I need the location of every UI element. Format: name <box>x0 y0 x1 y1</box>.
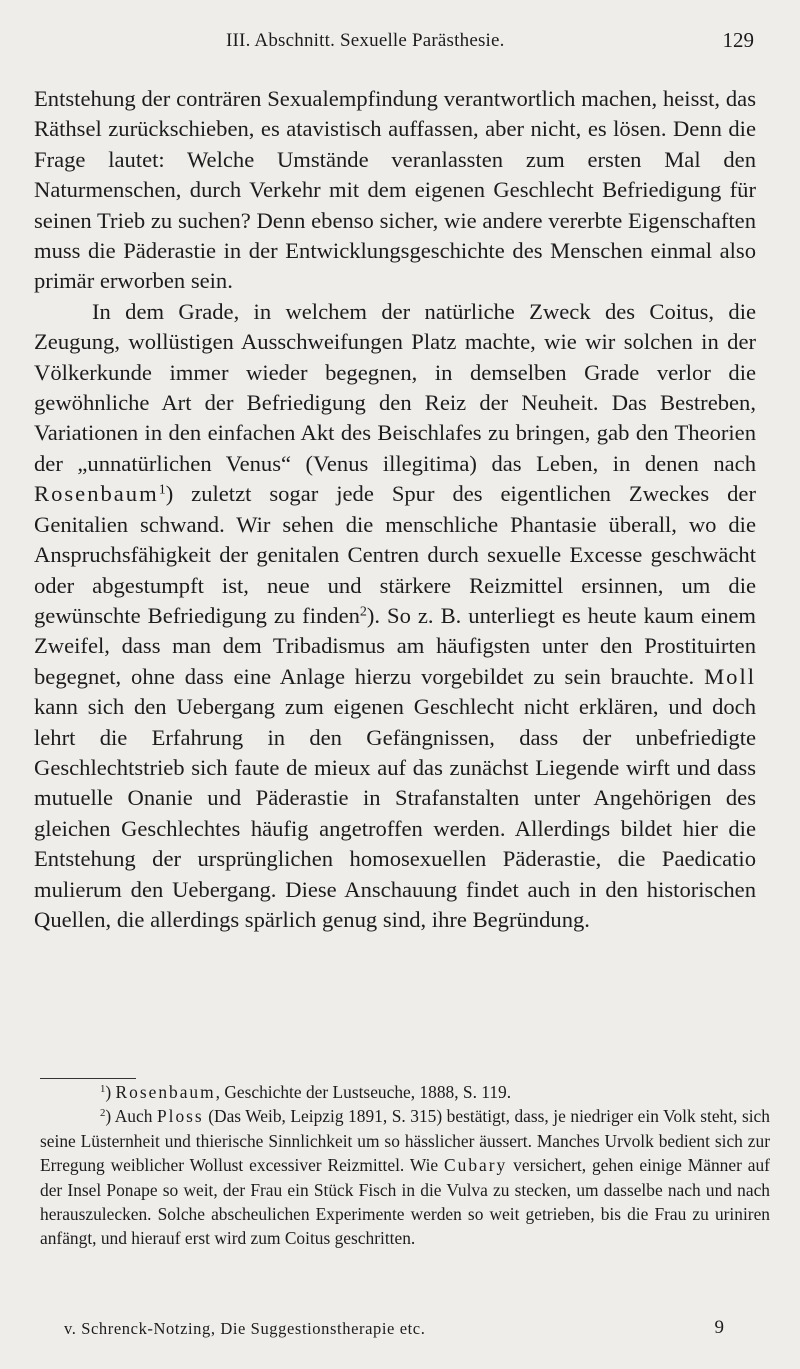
paragraph-2-part-c: ). So z. B. unterliegt es heute kaum einem Zweifel, dass man dem Tribadismus am häufigsten unter den Prostituirten begegnet, ohne dass eine Anlage hierzu vorgebildet zu sein brauchte. <box>34 602 756 689</box>
printer-signature: v. Schrenck-Notzing, Die Suggestionstherapie etc. <box>64 1319 426 1338</box>
footnote-2-text-a: ) Auch <box>105 1106 153 1127</box>
paragraph-2-part-b: ) zuletzt sogar jede Spur des eigentlichen Zweckes der Genitalien schwand. Wir sehen die menschliche Phantasie überall, wo die Anspruchsfähigkeit der genitalen Centren durch sexuelle Excesse geschwächt oder abgestumpft ist, neue und stärkere Reizmittel ersinnen, um die gewünschte Befriedigung zu finden <box>34 481 756 628</box>
footnote-1: $^1$) Rosenbaum, Geschichte der Lustseuche, 1888, S. 119. <box>100 1082 512 1102</box>
paragraph-2-part-a: In dem Grade, in welchem der natürliche Zweck des Coitus, die Zeugung, wollüstigen Ausschweifungen Platz machte, wie wir solchen in der Völkerkunde immer wieder begegnen, in demselben Grade verlor die gewöhnliche Art der Befriedigung den Reiz der Neuheit. Das Bestreben, Variationen in den einfachen Akt des Beischlafes zu bringen, gab den Theorien der „unnatürlichen Venus“ (Venus illegitima) das Leben, in denen nach <box>34 298 756 476</box>
paragraph-2 <box>34 297 756 936</box>
author-name-rosenbaum: Rosenbaum <box>34 481 159 507</box>
sheet-number: 9 <box>714 1317 724 1338</box>
paragraph-1: Entstehung der conträren Sexualempfindung verantwortlich machen, heisst, das Räthsel zurückschieben, es atavistisch auffassen, aber nicht, es lösen. Denn die Frage lautet: Welche Umstände veranlassten zum ersten Mal den Naturmenschen, durch Verkehr mit dem eigenen Geschlecht Befriedigung für seinen Trieb zu suchen? Denn ebenso sicher, wie andere vererbte Eigenschaften muss die Päderastie in der Entwicklungsgeschichte des Menschen einmal also primär erworben sein. <box>34 86 756 294</box>
footnote-2-author-cubary: Cubary <box>444 1155 508 1176</box>
page-number: 129 <box>722 28 754 52</box>
running-title: III. Abschnitt. Sexuelle Parästhesie. <box>226 30 505 51</box>
footnote-2-mark: 2 <box>100 1107 106 1120</box>
footnote-2-text-c: versichert, gehen einige Männer auf der Insel Ponape so weit, der Frau ein Stück Fisch in die Vulva zu stecken, um dasselbe nach und nach herauszulecken. Solche abscheulichen Experimente werden so weit getrieben, bis die Frau zu uriniren anfängt, und hierauf erst wird zum Coitus geschritten. <box>40 1155 770 1249</box>
footnote-2 <box>40 1104 770 1250</box>
footnote-2-author-ploss: Ploss <box>156 1106 204 1127</box>
author-name-moll: Moll <box>704 663 757 689</box>
running-header <box>0 30 800 60</box>
footnote-1-author: Rosenbaum <box>115 1082 216 1102</box>
footnote-1-text: , Geschichte der Lustseuche, 1888, S. 119. <box>215 1082 512 1102</box>
footnote-2-text-b: (Das Weib, Leipzig 1891, S. 315) bestätigt, dass, je niedriger ein Volk steht, sich seine Lüsternheit und thierische Sinnlichkeit um so hässlicher äussert. Manches Urvolk bedient sich zur Erregung weiblicher Wollust excessiver Reizmittel. Wie <box>40 1106 770 1176</box>
footnote-1-mark: 1 <box>100 1083 106 1096</box>
main-text <box>34 84 756 935</box>
paragraph-2-part-d: kann sich den Uebergang zum eigenen Geschlecht nicht erklären, und doch lehrt die Erfahrung in den Gefängnissen, dass der unbefriedigte Geschlechtstrieb sich faute de mieux auf das zunächst Liegende wirft und dass mutuelle Onanie und Päderastie in Strafanstalten unter Angehörigen des gleichen Geschlechtes häufig angetroffen werden. Allerdings bildet hier die Entstehung der ursprünglichen homosexuellen Päderastie, die Paedicatio mulierum den Uebergang. Diese Anschauung findet auch in den historischen Quellen, die allerdings spärlich genug sind, ihre Begründung. <box>34 694 756 932</box>
footnote-ref-2: 2 <box>359 604 367 620</box>
footnote-ref-1: 1 <box>158 482 166 498</box>
footnote-rule <box>40 1078 136 1079</box>
footnotes <box>40 1080 770 1251</box>
